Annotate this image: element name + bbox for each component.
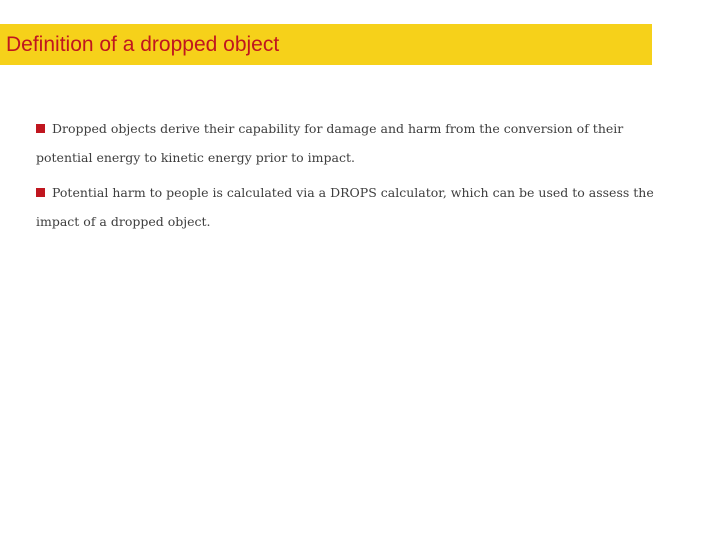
square-bullet-icon: [36, 124, 45, 133]
bullet-text: Potential harm to people is calculated via a DROPS calculator, which can be used to assess the impact of a dropped object.: [36, 185, 654, 229]
slide-title: Definition of a dropped object: [6, 33, 280, 56]
bullet-text: Dropped objects derive their capability for damage and harm from the conversion of their potential energy to kinetic energy prior to impact.: [36, 121, 624, 165]
square-bullet-icon: [36, 188, 45, 197]
bullet-item: [36, 178, 672, 236]
bullet-item: [36, 114, 672, 172]
